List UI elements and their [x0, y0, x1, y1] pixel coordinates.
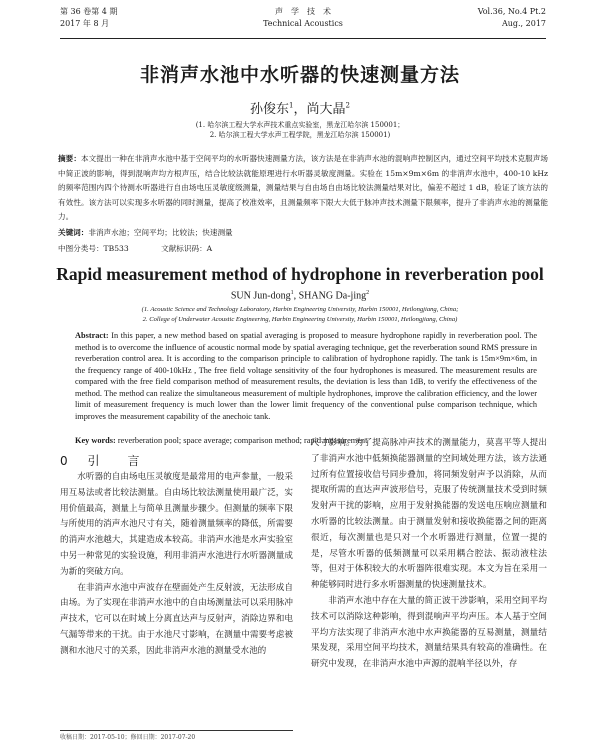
document-code: 文献标识码：A [161, 244, 213, 253]
journal-name-cn: 声 学 技 术 [275, 7, 331, 16]
paper-title-cn: 非消声水池中水听器的快速测量方法 [139, 64, 460, 86]
author-sep-cn: ， [293, 102, 307, 117]
affiliation-en-1: (1. Acoustic Science and Technology Laboratory, Harbin Engineering University, Harbin 150001, Heilongjiang, China; [141, 306, 459, 313]
affiliation-cn-2: 2. 哈尔滨工程大学水声工程学院，黑龙江哈尔滨 150001) [209, 131, 391, 139]
author-2-sup: 2 [345, 101, 350, 110]
paragraph: 尺寸影响。为了提高脉冲声技术的测量能力，莫喜平等人提出了非消声水池中低频换能器测量的空间域处理方法，该方法通过所有位置接收信号同步叠加，将同频发射声予以消除，从而提取所需的直达声声波形信号，克服了传统测量技术受到时频发射声干扰的影响，应用于发射换能器的发送电压响应测量和水听器的比较法测量。由于测量发射和接收换能器之间的距离很近，每次测量也是只对一个水听器进行测量，位置一提的是，尽管水听器的低频测量可以采用耦合腔法、振动液柱法等，但对于体积较大的水听器阵很难实现。本文为旨在采用一种能够同时进行多水听器测量的快速测量技术。 [311, 438, 547, 591]
keywords-en-text: reverberation pool; space average; comparison method; rapid measurement [117, 436, 368, 445]
author-1-en: SUN Jun-dong [230, 290, 291, 302]
classification-cn [58, 243, 548, 254]
paragraph: 非消声水池中存在大量的简正波干涉影响，采用空间平均技术可以消除这种影响，得到混响声平均声压。本人基于空间平均方法实现了非消声水池中水声换能器的互易测量，测量结果发现，采用空间平均技术，测量结果具有较高的准确性。在研究中发现，在非消声水池中声源的混响半径以外，存 [311, 595, 547, 670]
author-2-en-sup: 2 [366, 290, 370, 296]
header-date-cn: 2017 年 8 月 [60, 19, 110, 28]
paragraph: 水听器的自由场电压灵敏度是最常用的电声参量，一般采用互易法或者比较法测量。自由场比较法测量使用最广泛，实用价值最高，测量上与简单且测量步骤少。但测量的频率下限与所使用的消声水池尺寸有关，随着测量频率的降低，所需要的消声水池越大，其建造成本较高。非消声水池是水声实验室中另一种常见的实验设施，利用非消声水池进行水听器测量成为新的突破方向。 [60, 472, 293, 577]
abstract-cn-text: 本文提出一种在非消声水池中基于空间平均的水听器快速测量方法，该方法是在非消声水池的混响声控制区内，通过空间平均技术克服声场中简正波的影响，得到混响声均方根声压，结合比较法就能原理进行水听器灵敏度测量。实验在 15m×9m×6m 的非消声水池中，400-10 kHz 的频率范围内四个待测水听器进行自由场电压灵敏度级测量，测量结果与自由场自由场比较法测量结果对比，偏差不超过 1 dB，验证了该方法的有效性。该方法可以实现多水听器的同时测量，提高了校准效率，且测量频率下限大大低于脉冲声技术测量下限频率，提升了非消声水池的测量能力。 [58, 154, 549, 222]
header-date-en: Aug., 2017 [501, 19, 546, 28]
keywords-cn [58, 227, 548, 238]
affiliations-en [0, 305, 600, 324]
abstract-en-label: Abstract: [75, 331, 109, 340]
header-volume-cn: 第 36 卷第 4 期 [60, 7, 118, 16]
authors-en [0, 290, 600, 301]
author-2-en: SHANG Da-jing [298, 290, 367, 302]
author-1-en-sup: 1 [290, 290, 294, 296]
journal-name-en: Technical Acoustics [263, 19, 343, 28]
clc-number: 中图分类号：TB533 [58, 244, 129, 253]
affiliations-cn [0, 120, 600, 140]
paper-title-en: Rapid measurement method of hydrophone in reverberation pool [56, 264, 544, 284]
abstract-en-text: In this paper, a new method based on spatial averaging is proposed to measure hydrophone rapidly in reverberation pool. The method is to overcome the influence of acoustic normal mode by spatial averaging technique, get the reverberation sound RMS pressure in reverberation control area. It is according to the comparison principle to calibration of hydrophone rapidly. The tank is 15m×9m×6m, in the frequency range of 400-10kHz , The free field voltage sensitivity of the four hydrophones is measured. The measurement results are compared with the free field comparison method of measurement results, the deviation is less than 1dB, to verify the effectiveness of the method. The method can realize the simultaneous measurement of multiple hydrophones, improve the calibration efficiency, and the lower limit of measurement frequency is much lower than the lower limit frequency of the conventional pulse comparison technique, which improves the measurement capability of the anechoic tank. [75, 331, 538, 421]
affiliation-cn-1: (1. 哈尔滨工程大学水声技术重点实验室，黑龙江哈尔滨 150001； [195, 121, 405, 129]
footnote: 收稿日期：2017-05-10；修回日期：2017-07-20 [60, 730, 293, 741]
running-header [60, 6, 546, 39]
header-volume-en: Vol.36, No.4 Pt.2 [477, 7, 546, 16]
abstract-en [75, 330, 537, 422]
body-column-right [311, 436, 547, 673]
section-heading-intro [60, 452, 147, 469]
author-2-cn: 尚大晶 [306, 102, 346, 117]
abstract-cn-label: 摘要： [58, 154, 81, 163]
header-right [478, 6, 546, 30]
body-column-left [60, 470, 293, 660]
keywords-cn-label: 关键词： [58, 228, 89, 237]
keywords-cn-text: 非消声水池；空间平均；比较法；快速测量 [88, 228, 233, 237]
keywords-en-label: Key words: [75, 436, 116, 445]
section-title: 引 言 [87, 454, 148, 468]
paragraph: 在非消声水池中声波存在壁面处产生反射波，无法形成自由场。为了实现在非消声水池中的自由场测量法可以采用脉冲声技术，它可以在时域上分离直达声与反射声，消除边界和电气漏等带来的干扰。由于水池尺寸影响，在测量中需要考虑被测和水池尺寸的关系，因此非消声水池的测量受水池的 [60, 582, 293, 656]
abstract-cn [58, 152, 548, 225]
author-1-cn: 孙俊东 [250, 102, 290, 117]
author-sep-en: , [293, 290, 299, 302]
affiliation-en-2: 2. College of Underwater Acoustic Engineering, Harbin Engineering University, Harbin 150001, Heilongjiang, China) [142, 315, 458, 323]
header-center [60, 6, 546, 30]
authors-cn [0, 98, 600, 117]
author-1-sup: 1 [289, 101, 294, 110]
section-number: 0 [60, 454, 76, 468]
